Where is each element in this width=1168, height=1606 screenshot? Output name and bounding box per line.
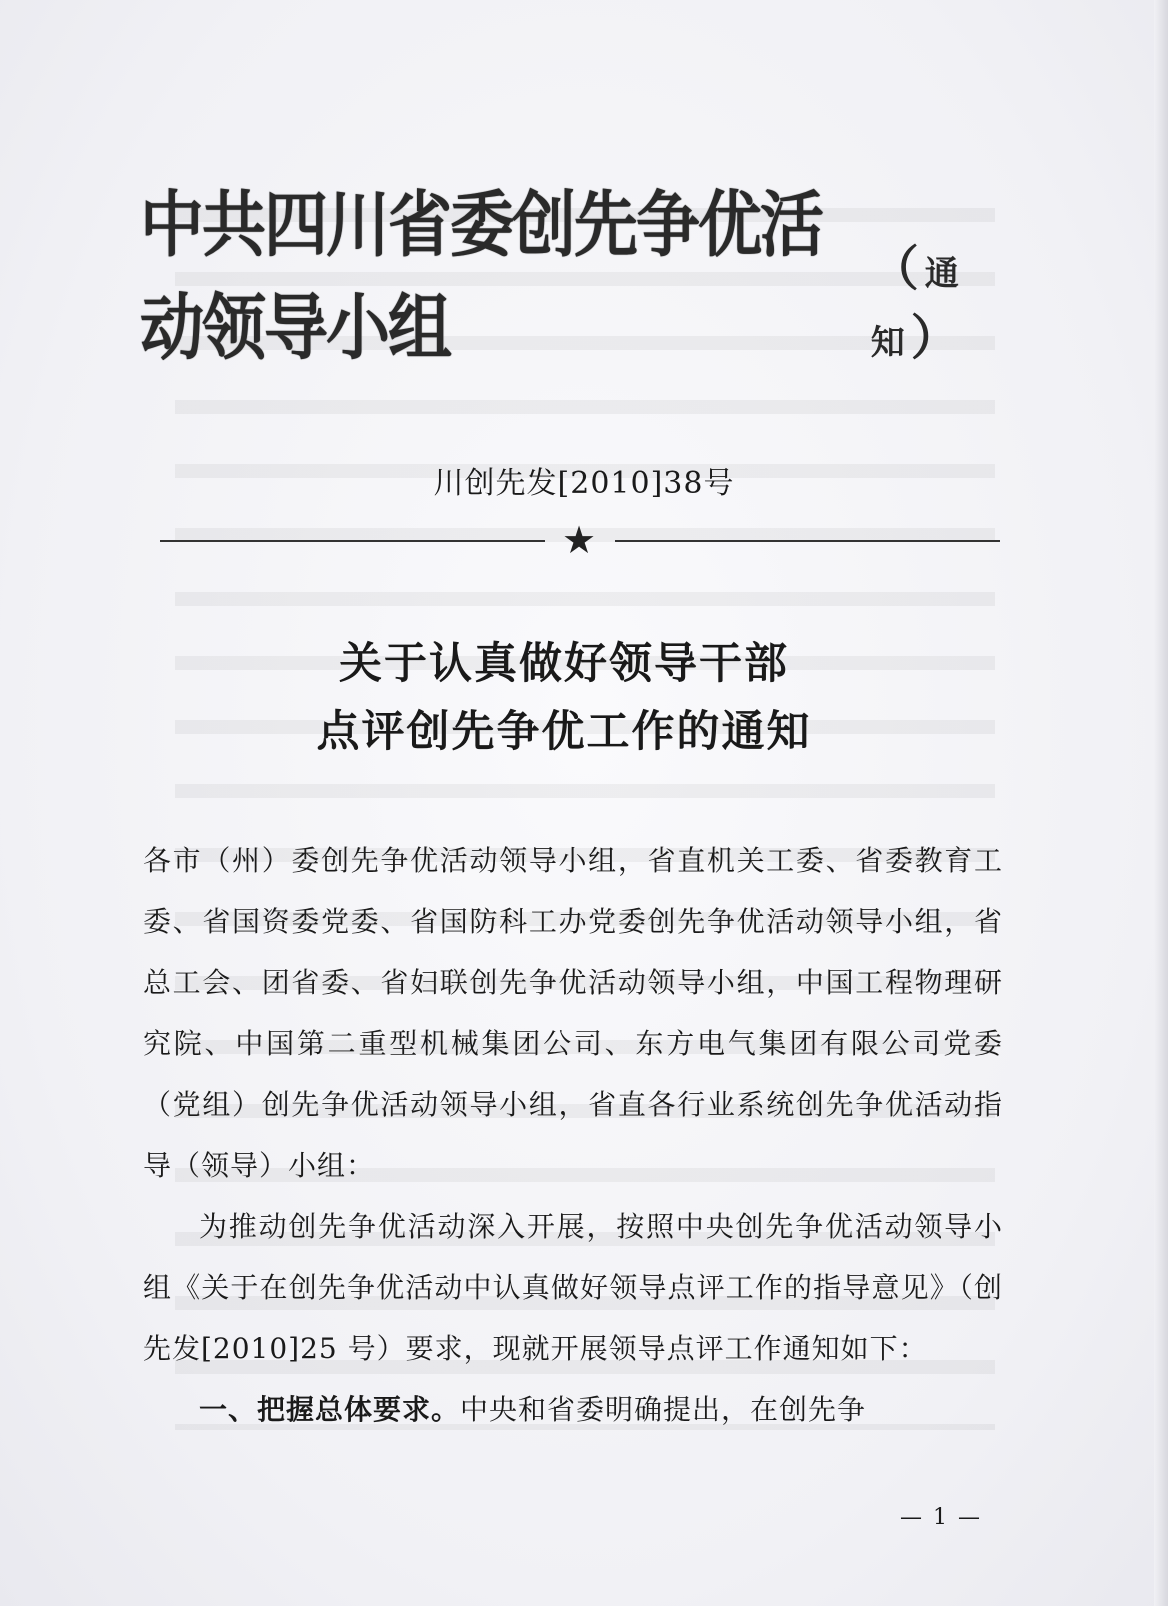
- section-1-heading: 一、把握总体要求。: [199, 1393, 461, 1426]
- document-title: [0, 630, 1168, 766]
- page-number: — 1 —: [900, 1505, 982, 1530]
- paragraph-intro: 为推动创先争优活动深入开展，按照中央创先争优活动领导小组《关于在创先争优活动中认真做好领导点评工作的指导意见》（创先发[2010]25 号）要求，现就开展领导点评工作通知如下：: [143, 1210, 1003, 1365]
- title-line-2: 点评创先争优工作的通知: [316, 707, 812, 757]
- document-header: [140, 184, 1000, 374]
- section-1-text: 中央和省委明确提出，在创先争: [460, 1393, 867, 1426]
- star-icon: ★: [562, 518, 597, 562]
- recipients: 各市（州）委创先争优活动领导小组，省直机关工委、省委教育工委、省国资委党委、省国防科工办党委创先争优活动领导小组，省总工会、团省委、省妇联创先争优活动领导小组，中国工程物理研究院、中国第二重型机械集团公司、东方电气集团有限公司党委（党组）创先争优活动领导小组，省直各行业系统创先争优活动指导（领导）小组：: [143, 844, 1003, 1182]
- document-type-label: 通知: [870, 254, 959, 363]
- divider-line-right: [615, 540, 1000, 542]
- divider-line-left: [160, 540, 545, 542]
- document-number: 川创先发[2010]38号: [433, 466, 735, 501]
- header-divider: [160, 520, 1000, 560]
- title-line-1: 关于认真做好领导干部: [339, 639, 789, 689]
- document-type: （ 通知 ）: [870, 241, 959, 366]
- section-1: [143, 1379, 1003, 1440]
- page-edge: [1154, 0, 1168, 1606]
- document-body: [143, 830, 1003, 1440]
- issuing-organization: 中共四川省委创先争优活动领导小组: [140, 184, 822, 371]
